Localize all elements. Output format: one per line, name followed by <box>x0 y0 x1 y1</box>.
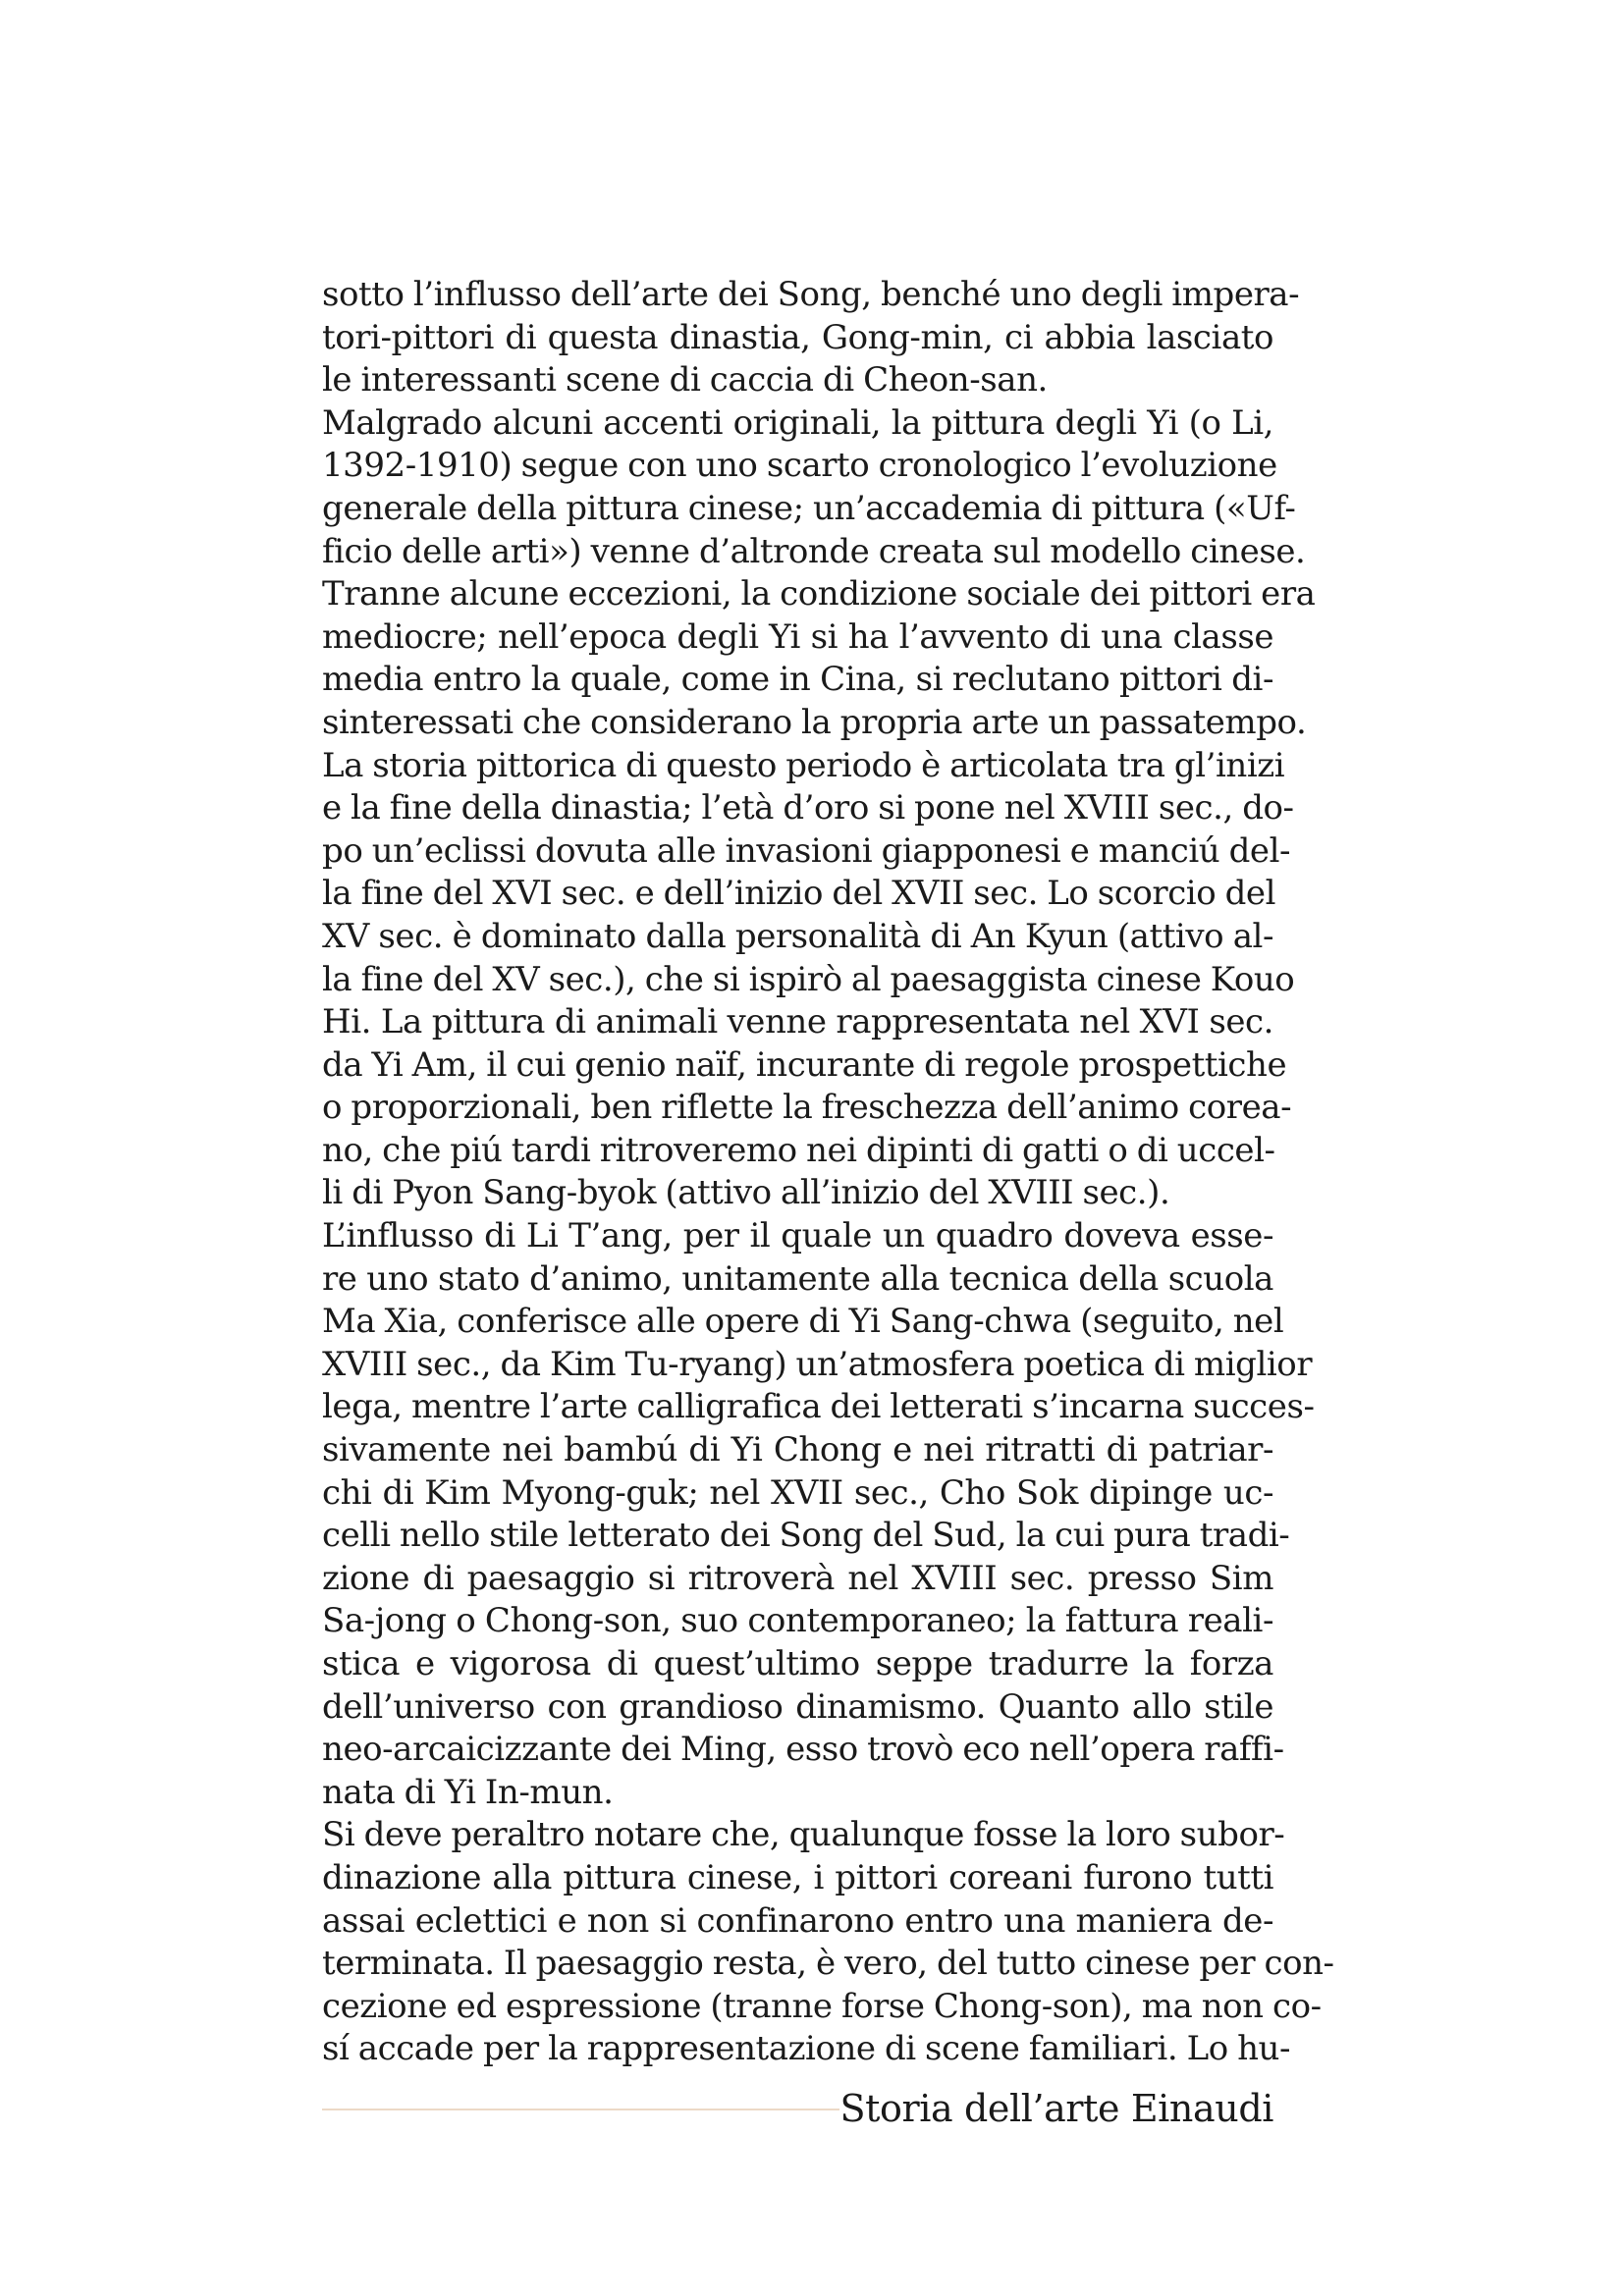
text-line: la fine del XVI sec. e dell’inizio del XVII sec. Lo scorcio del <box>322 874 1276 914</box>
text-line: sinteressati che considerano la propria arte un passatempo. <box>322 702 1307 742</box>
text-line: dell’universo con grandioso dinamismo. Quanto allo stile <box>322 1686 1273 1727</box>
text-line: Malgrado alcuni accenti originali, la pittura degli Yi (o Li, <box>322 402 1273 443</box>
text-line: stica e vigorosa di quest’ultimo seppe tradurre la forza <box>322 1644 1273 1683</box>
text-line: sivamente nei bambú di Yi Chong e nei ritratti di patriar- <box>322 1430 1273 1470</box>
text-line: e la fine della dinastia; l’età d’oro si pone nel XVIII sec., do- <box>322 788 1294 828</box>
text-line: XVIII sec., da Kim Tu-ryang) un’atmosfera poetica di miglior <box>322 1344 1313 1384</box>
text-line: Ma Xia, conferisce alle opere di Yi Sang-chwa (seguito, nel <box>322 1302 1284 1342</box>
text-line: La storia pittorica di questo periodo è articolata tra gl’inizi <box>322 745 1285 785</box>
text-line: sí accade per la rappresentazione di scene familiari. Lo hu- <box>322 2029 1291 2069</box>
text-line: ficio delle arti») venne d’altronde creata sul modello cinese. <box>322 531 1306 571</box>
text-line: mediocre; nell’epoca degli Yi si ha l’avvento di una classe <box>322 616 1273 657</box>
text-line: XV sec. è dominato dalla personalità di An Kyun (attivo al- <box>322 916 1273 956</box>
text-line: L’influsso di Li T’ang, per il quale un quadro doveva esse- <box>322 1216 1273 1256</box>
footer-rule <box>322 2109 839 2110</box>
text-line: zione di paesaggio si ritroverà nel XVIII sec. presso Sim <box>322 1558 1273 1598</box>
page-footer <box>322 2085 1273 2132</box>
text-line: sotto l’influsso dell’arte dei Song, benché uno degli impera- <box>322 275 1300 314</box>
footer-title: Storia dell’arte Einaudi <box>839 2087 1273 2130</box>
text-line: Tranne alcune eccezioni, la condizione sociale dei pittori era <box>322 574 1316 614</box>
text-line: la fine del XV sec.), che si ispirò al paesaggista cinese Kouo <box>322 959 1295 999</box>
text-line: po un’eclissi dovuta alle invasioni giapponesi e manciú del- <box>322 830 1291 871</box>
text-line: tori-pittori di questa dinastia, Gong-min, ci abbia lasciato <box>322 317 1273 357</box>
text-line: re uno stato d’animo, unitamente alla tecnica della scuola <box>322 1258 1273 1299</box>
text-line: Hi. La pittura di animali venne rappresentata nel XVI sec. <box>322 1002 1273 1042</box>
body-text <box>322 274 1334 2071</box>
text-line: media entro la quale, come in Cina, si reclutano pittori di- <box>322 660 1273 700</box>
text-line: chi di Kim Myong-guk; nel XVII sec., Cho Sok dipinge uc- <box>322 1472 1273 1513</box>
text-line: Si deve peraltro notare che, qualunque fosse la loro subor- <box>322 1815 1285 1855</box>
text-line: assai eclettici e non si confinarono entro una maniera de- <box>322 1900 1273 1941</box>
text-line: 1392-1910) segue con uno scarto cronologico l’evoluzione <box>322 446 1277 486</box>
text-line: Sa-jong o Chong-son, suo contemporaneo; la fattura reali- <box>322 1601 1273 1641</box>
text-line: da Yi Am, il cui genio naïf, incurante di regole prospettiche <box>322 1044 1287 1085</box>
text-line: le interessanti scene di caccia di Cheon-san. <box>322 360 1048 400</box>
text-line: o proporzionali, ben riflette la freschezza dell’animo corea- <box>322 1088 1292 1128</box>
text-line: celli nello stile letterato dei Song del Sud, la cui pura tradi- <box>322 1516 1290 1556</box>
text-line: dinazione alla pittura cinese, i pittori coreani furono tutti <box>322 1857 1273 1897</box>
text-line: li di Pyon Sang-byok (attivo all’inizio del XVIII sec.). <box>322 1173 1170 1213</box>
text-line: lega, mentre l’arte calligrafica dei letterati s’incarna succes- <box>322 1387 1315 1427</box>
text-line: no, che piú tardi ritroveremo nei dipinti di gatti o di uccel- <box>322 1130 1275 1170</box>
text-line: generale della pittura cinese; un’accademia di pittura («Uf- <box>322 488 1296 528</box>
text-line: terminata. Il paesaggio resta, è vero, del tutto cinese per con- <box>322 1944 1334 1984</box>
text-line: cezione ed espressione (tranne forse Chong-son), ma non co- <box>322 1986 1322 2026</box>
text-line: nata di Yi In-mun. <box>322 1772 614 1812</box>
text-line: neo-arcaicizzante dei Ming, esso trovò eco nell’opera raffi- <box>322 1730 1284 1770</box>
